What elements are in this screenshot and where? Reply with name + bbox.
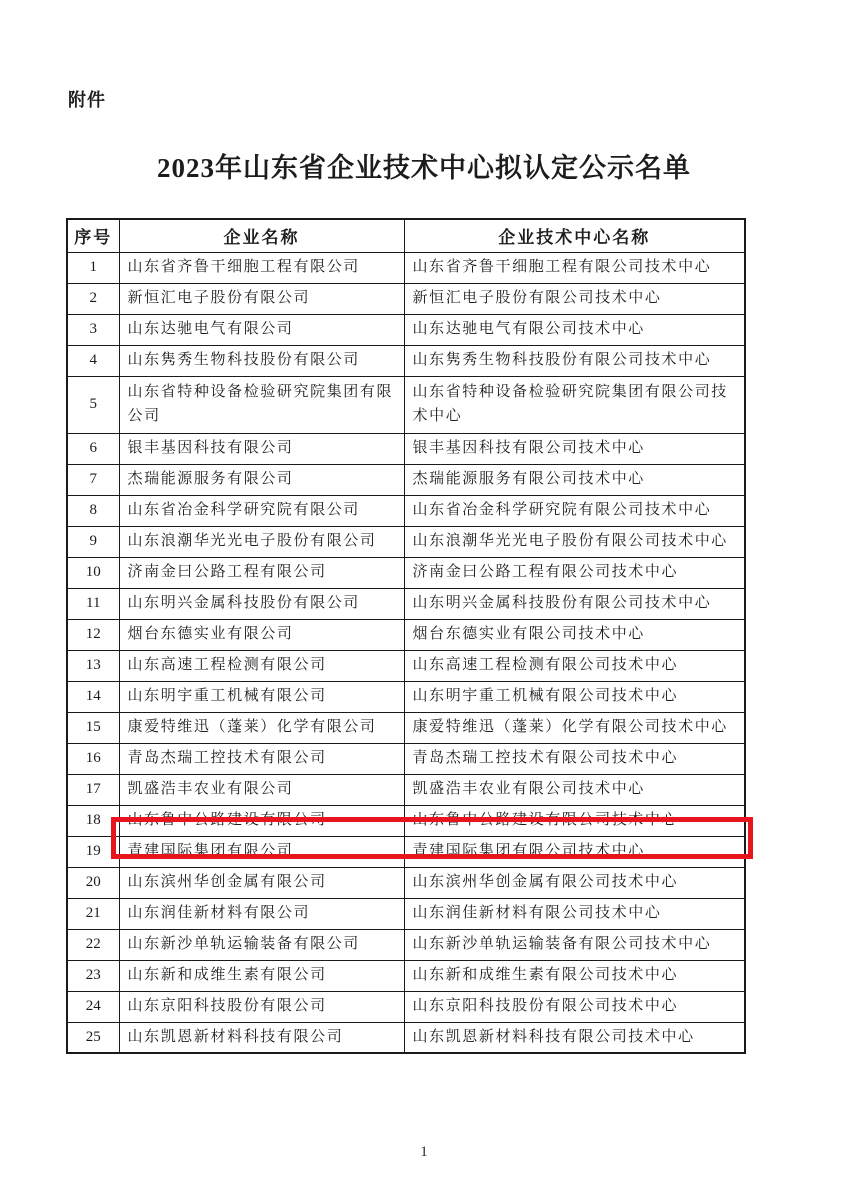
- table-row: [67, 960, 745, 991]
- row-no: 16: [67, 743, 119, 774]
- row-no: 17: [67, 774, 119, 805]
- row-company: 山东省冶金科学研究院有限公司: [119, 495, 404, 526]
- row-company: 山东新沙单轨运输装备有限公司: [119, 929, 404, 960]
- row-company: 康爱特维迅（蓬莱）化学有限公司: [119, 712, 404, 743]
- row-no: 15: [67, 712, 119, 743]
- company-list-table: [66, 218, 746, 1054]
- table-row: [67, 252, 745, 283]
- row-center: 山东凯恩新材料科技有限公司技术中心: [404, 1022, 745, 1053]
- row-no: 11: [67, 588, 119, 619]
- table-row: [67, 836, 745, 867]
- row-company: 山东滨州华创金属有限公司: [119, 867, 404, 898]
- row-no: 20: [67, 867, 119, 898]
- table-row: [67, 345, 745, 376]
- row-center: 青岛杰瑞工控技术有限公司技术中心: [404, 743, 745, 774]
- row-no: 23: [67, 960, 119, 991]
- row-company: 山东凯恩新材料科技有限公司: [119, 1022, 404, 1053]
- row-no: 10: [67, 557, 119, 588]
- row-no: 8: [67, 495, 119, 526]
- row-no: 13: [67, 650, 119, 681]
- row-company: 山东达驰电气有限公司: [119, 314, 404, 345]
- row-center: 山东省齐鲁干细胞工程有限公司技术中心: [404, 252, 745, 283]
- row-center: 山东高速工程检测有限公司技术中心: [404, 650, 745, 681]
- row-center: 山东达驰电气有限公司技术中心: [404, 314, 745, 345]
- row-center: 山东明宇重工机械有限公司技术中心: [404, 681, 745, 712]
- table-row: [67, 650, 745, 681]
- table-row: [67, 314, 745, 345]
- row-center: 青建国际集团有限公司技术中心: [404, 836, 745, 867]
- row-no: 1: [67, 252, 119, 283]
- row-center: 山东鲁中公路建设有限公司技术中心: [404, 805, 745, 836]
- row-center: 山东省特种设备检验研究院集团有限公司技术中心: [404, 376, 745, 433]
- row-company: 山东明兴金属科技股份有限公司: [119, 588, 404, 619]
- row-no: 21: [67, 898, 119, 929]
- row-no: 3: [67, 314, 119, 345]
- row-company: 山东省特种设备检验研究院集团有限公司: [119, 376, 404, 433]
- row-company: 新恒汇电子股份有限公司: [119, 283, 404, 314]
- row-center: 山东新沙单轨运输装备有限公司技术中心: [404, 929, 745, 960]
- row-center: 山东滨州华创金属有限公司技术中心: [404, 867, 745, 898]
- row-no: 25: [67, 1022, 119, 1053]
- row-company: 山东润佳新材料有限公司: [119, 898, 404, 929]
- row-center: 杰瑞能源服务有限公司技术中心: [404, 464, 745, 495]
- page-number: 1: [420, 1144, 428, 1160]
- table-row: [67, 433, 745, 464]
- row-company: 烟台东德实业有限公司: [119, 619, 404, 650]
- row-company: 杰瑞能源服务有限公司: [119, 464, 404, 495]
- row-center: 山东润佳新材料有限公司技术中心: [404, 898, 745, 929]
- table-row: [67, 743, 745, 774]
- row-center: 山东省冶金科学研究院有限公司技术中心: [404, 495, 745, 526]
- row-no: 14: [67, 681, 119, 712]
- table-row: [67, 774, 745, 805]
- row-company: 山东高速工程检测有限公司: [119, 650, 404, 681]
- row-center: 凯盛浩丰农业有限公司技术中心: [404, 774, 745, 805]
- row-company: 山东隽秀生物科技股份有限公司: [119, 345, 404, 376]
- row-center: 山东隽秀生物科技股份有限公司技术中心: [404, 345, 745, 376]
- row-no: 5: [67, 376, 119, 433]
- row-company: 山东省齐鲁干细胞工程有限公司: [119, 252, 404, 283]
- row-company: 银丰基因科技有限公司: [119, 433, 404, 464]
- row-company: 青建国际集团有限公司: [119, 836, 404, 867]
- table-row: [67, 619, 745, 650]
- page-title: 2023年山东省企业技术中心拟认定公示名单: [157, 153, 691, 183]
- row-company: 青岛杰瑞工控技术有限公司: [119, 743, 404, 774]
- row-center: 烟台东德实业有限公司技术中心: [404, 619, 745, 650]
- table-row: [67, 283, 745, 314]
- row-company: 山东新和成维生素有限公司: [119, 960, 404, 991]
- row-no: 18: [67, 805, 119, 836]
- row-center: 山东京阳科技股份有限公司技术中心: [404, 991, 745, 1022]
- table-row: [67, 991, 745, 1022]
- table-row: [67, 898, 745, 929]
- row-no: 12: [67, 619, 119, 650]
- table-header-row: [67, 219, 745, 252]
- row-company: 山东明宇重工机械有限公司: [119, 681, 404, 712]
- table-row: [67, 376, 745, 433]
- row-center: 山东浪潮华光光电子股份有限公司技术中心: [404, 526, 745, 557]
- header-company: 企业名称: [119, 219, 404, 252]
- row-company: 济南金曰公路工程有限公司: [119, 557, 404, 588]
- table-row: [67, 712, 745, 743]
- row-center: 银丰基因科技有限公司技术中心: [404, 433, 745, 464]
- table-row: [67, 929, 745, 960]
- table-row: [67, 681, 745, 712]
- row-no: 24: [67, 991, 119, 1022]
- row-company: 山东京阳科技股份有限公司: [119, 991, 404, 1022]
- row-no: 19: [67, 836, 119, 867]
- row-company: 山东浪潮华光光电子股份有限公司: [119, 526, 404, 557]
- row-center: 山东明兴金属科技股份有限公司技术中心: [404, 588, 745, 619]
- table-row-highlighted: [67, 805, 745, 836]
- header-center: 企业技术中心名称: [404, 219, 745, 252]
- row-center: 新恒汇电子股份有限公司技术中心: [404, 283, 745, 314]
- row-no: 2: [67, 283, 119, 314]
- table-row: [67, 867, 745, 898]
- row-company: 凯盛浩丰农业有限公司: [119, 774, 404, 805]
- header-no: 序号: [67, 219, 119, 252]
- table-row: [67, 1022, 745, 1053]
- row-no: 22: [67, 929, 119, 960]
- table-row: [67, 495, 745, 526]
- table-row: [67, 464, 745, 495]
- row-no: 4: [67, 345, 119, 376]
- row-no: 7: [67, 464, 119, 495]
- row-company: 山东鲁中公路建设有限公司: [119, 805, 404, 836]
- row-center: 康爱特维迅（蓬莱）化学有限公司技术中心: [404, 712, 745, 743]
- row-center: 济南金曰公路工程有限公司技术中心: [404, 557, 745, 588]
- table-row: [67, 588, 745, 619]
- row-no: 6: [67, 433, 119, 464]
- row-center: 山东新和成维生素有限公司技术中心: [404, 960, 745, 991]
- attachment-label: 附件: [68, 90, 106, 110]
- table-row: [67, 526, 745, 557]
- row-no: 9: [67, 526, 119, 557]
- table-row: [67, 557, 745, 588]
